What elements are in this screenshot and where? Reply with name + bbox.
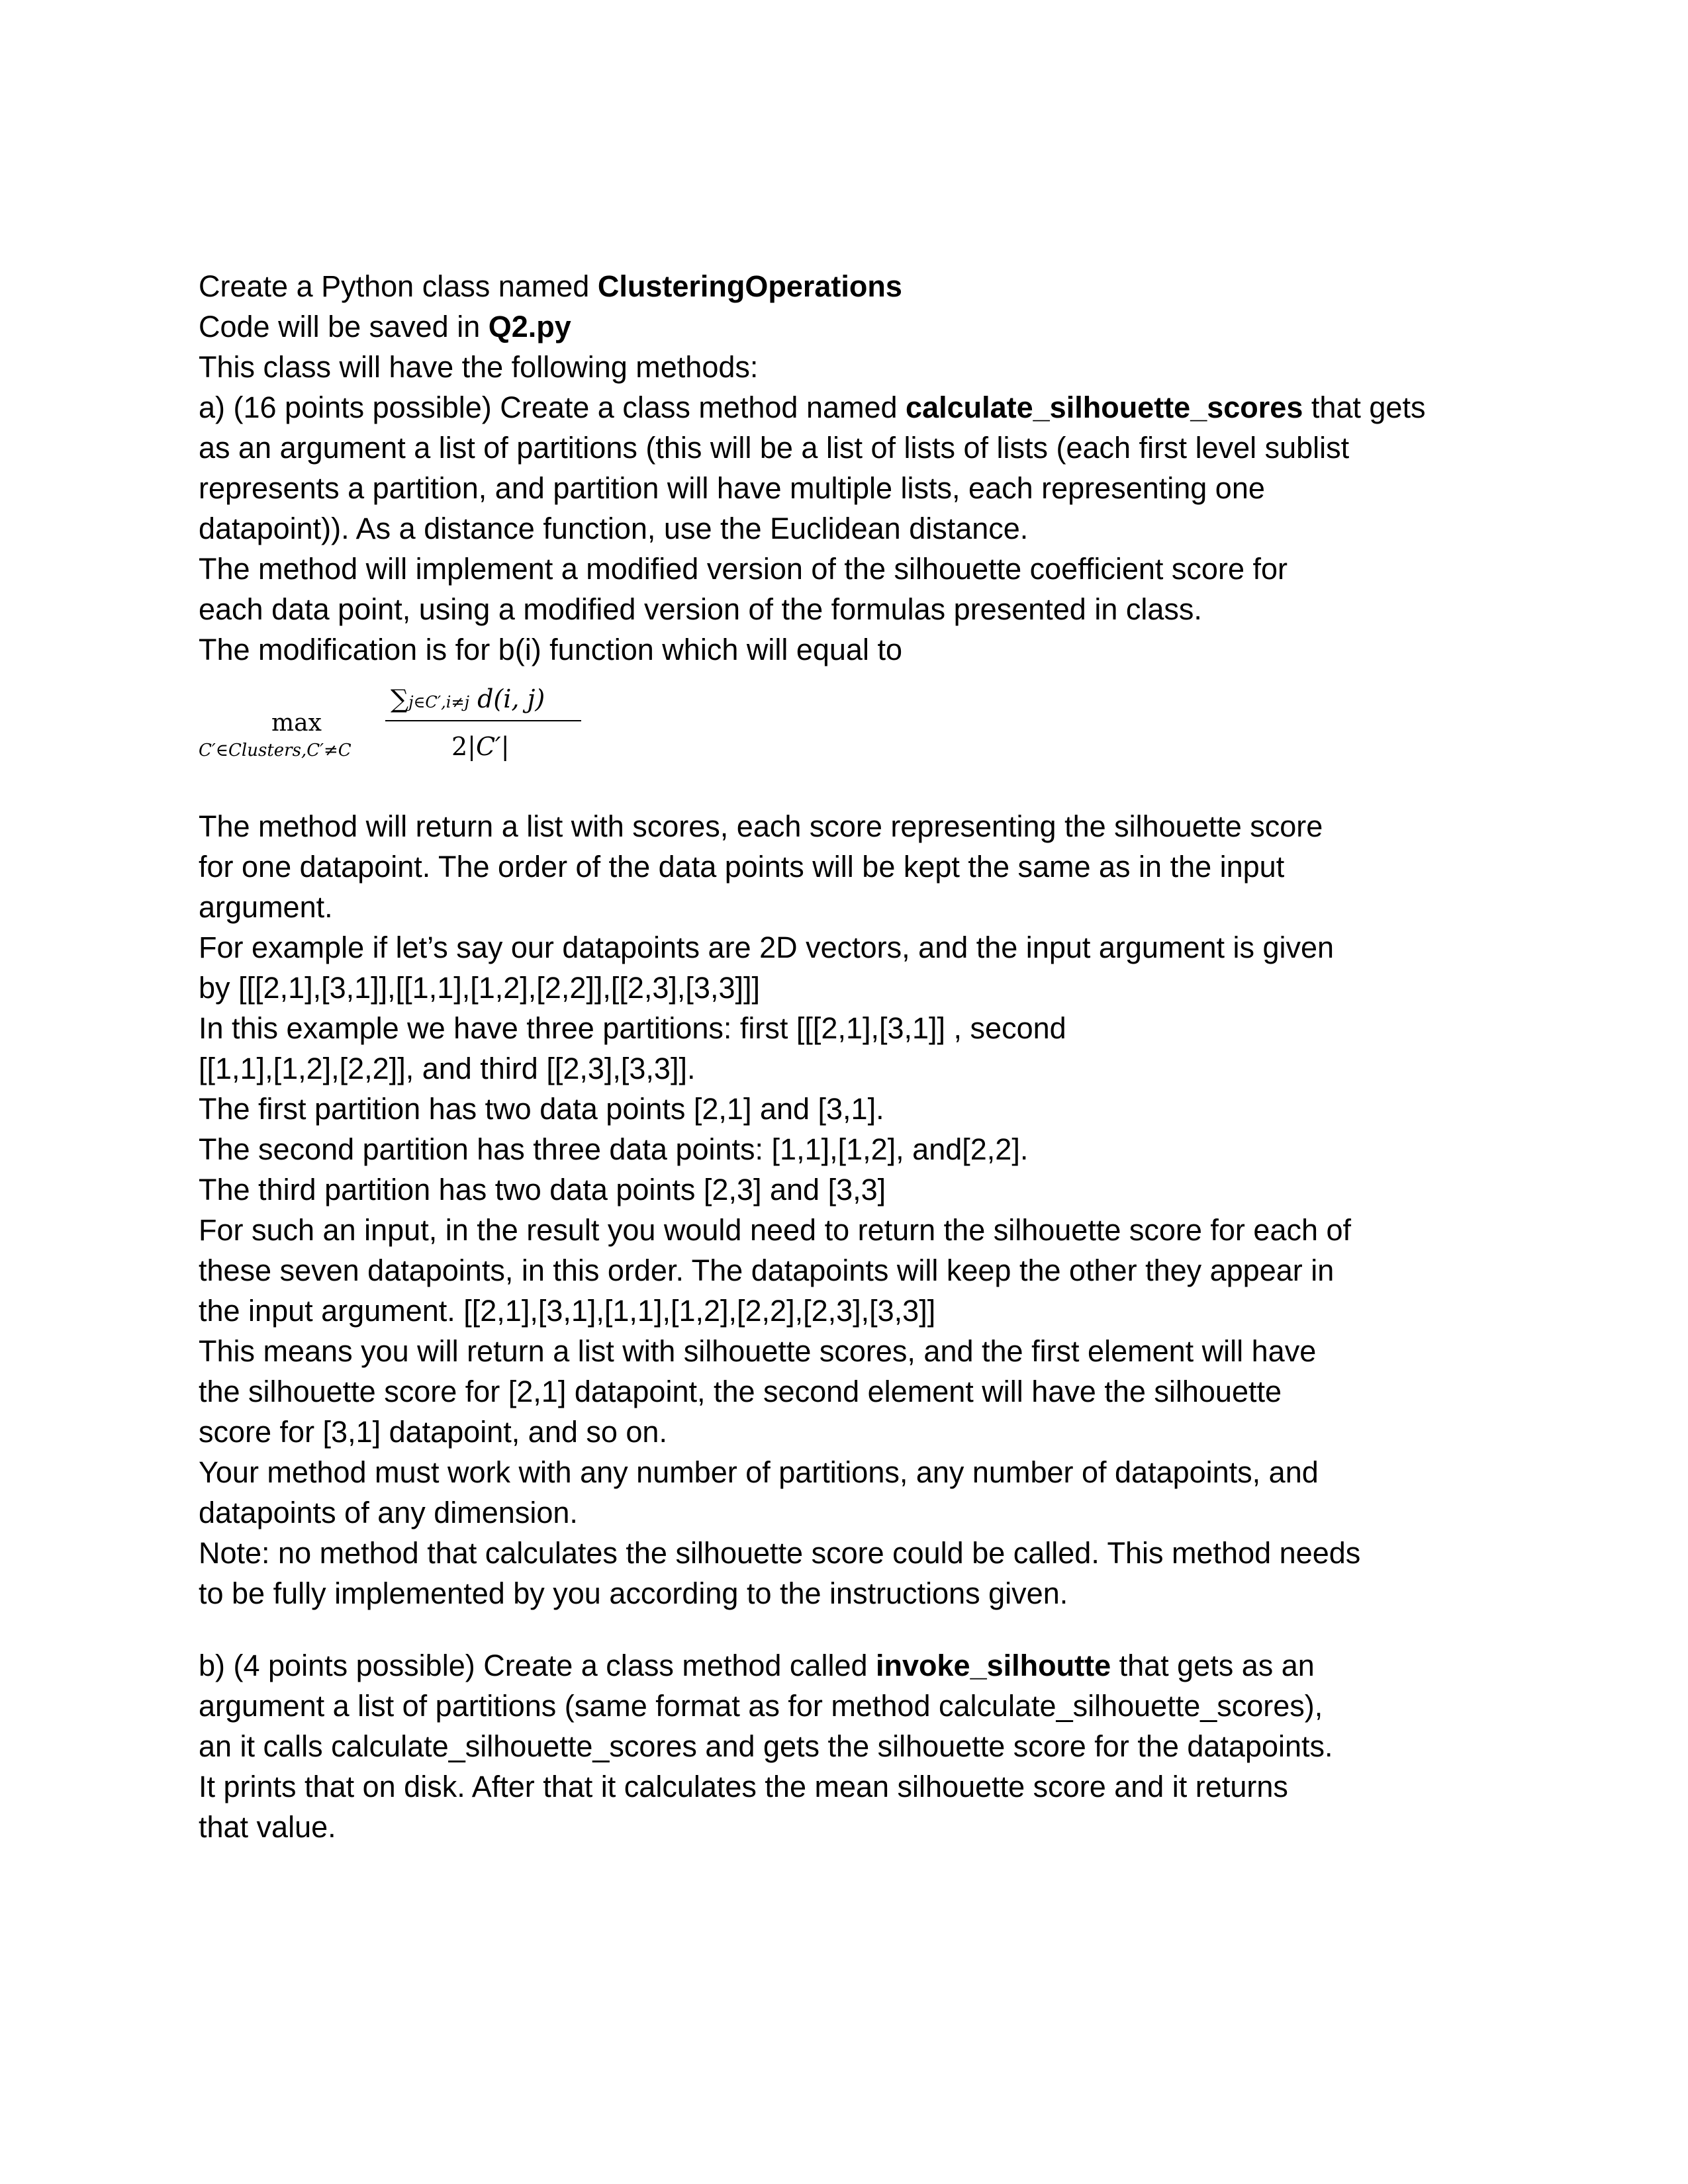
part-a-line-5: The method will implement a modified version of the silhouette coefficient score for <box>199 552 1288 586</box>
formula-numerator <box>391 679 545 723</box>
part-a-body-line-14: This means you will return a list with silhouette scores, and the first element will have <box>199 1334 1317 1368</box>
part-a-body-line-2: for one datapoint. The order of the data points will be kept the same as in the input <box>199 850 1285 884</box>
part-a-body-line-11: For such an input, in the result you would need to return the silhouette score for each of <box>199 1213 1352 1247</box>
file-name: Q2.py <box>488 310 571 343</box>
part-a-body-line-20: to be fully implemented by you according to the instructions given. <box>199 1576 1068 1610</box>
formula-den-close: | <box>500 732 510 761</box>
part-a-body-line-19: Note: no method that calculates the silhouette score could be called. This method needs <box>199 1536 1361 1570</box>
formula-sum-index: j∈C′,i≠j <box>408 693 470 711</box>
formula-den-var: C′ <box>475 732 501 761</box>
formula-denominator <box>451 727 510 767</box>
part-b-line-1 <box>199 1645 1496 1686</box>
part-a-heading-tail: that gets <box>1303 390 1426 424</box>
part-a-line-7: The modification is for b(i) function which will equal to <box>199 633 902 666</box>
part-a-line-2: as an argument a list of partitions (this will be a list of lists of lists (each first level sublist <box>199 431 1350 465</box>
part-a-line-3: represents a partition, and partition will have multiple lists, each representing one <box>199 471 1265 505</box>
part-a-body-line-16: score for [3,1] datapoint, and so on. <box>199 1415 667 1449</box>
part-a-body-line-12: these seven datapoints, in this order. The datapoints will keep the other they appear in <box>199 1253 1335 1287</box>
formula-sum-symbol: ∑ <box>391 684 409 713</box>
intro-line-3: This class will have the following methods: <box>199 350 759 384</box>
paragraph-gap <box>199 1614 1496 1645</box>
part-a-body-line-8: The first partition has two data points [2,1] and [3,1]. <box>199 1092 884 1126</box>
intro-text: Create a Python class named <box>199 269 598 303</box>
intro-line-1 <box>199 266 1496 306</box>
part-a-line-6: each data point, using a modified version of the formulas presented in class. <box>199 592 1202 626</box>
part-a-body-line-4: For example if let’s say our datapoints are 2D vectors, and the input argument is given <box>199 931 1335 964</box>
b-function-formula <box>199 678 1496 793</box>
formula-subscript: C′∈Clusters,C′≠C <box>199 741 352 760</box>
document-page <box>199 266 1496 1847</box>
formula-max: max <box>271 709 322 737</box>
part-a-body-line-15: the silhouette score for [2,1] datapoint, the second element will have the silhouette <box>199 1375 1282 1408</box>
part-a-body-line-6: In this example we have three partitions: first [[[2,1],[3,1]] , second <box>199 1011 1066 1045</box>
method-name-a: calculate_silhouette_scores <box>906 390 1303 424</box>
part-a-body-line-9: The second partition has three data points: [1,1],[1,2], and[2,2]. <box>199 1132 1029 1166</box>
part-b-line-2: argument a list of partitions (same format as for method calculate_silhouette_scores), <box>199 1689 1323 1723</box>
formula-distance: d(i, j) <box>477 684 545 713</box>
part-a-body-line-13: the input argument. [[2,1],[3,1],[1,1],[1,2],[2,2],[2,3],[3,3]] <box>199 1294 936 1328</box>
formula-fraction-bar <box>385 720 581 721</box>
part-a-heading-text: a) (16 points possible) Create a class method named <box>199 390 906 424</box>
part-a-body-line-7: [[1,1],[1,2],[2,2]], and third [[2,3],[3,3]]. <box>199 1052 696 1085</box>
part-b-heading-tail: that gets as an <box>1111 1649 1315 1682</box>
part-a-body-line-3: argument. <box>199 890 333 924</box>
part-b-line-4: It prints that on disk. After that it calculates the mean silhouette score and it returns <box>199 1770 1288 1803</box>
part-a-line-4: datapoint)). As a distance function, use the Euclidean distance. <box>199 512 1029 545</box>
part-a-body-line-18: datapoints of any dimension. <box>199 1496 578 1529</box>
part-b-line-3: an it calls calculate_silhouette_scores and gets the silhouette score for the datapoints. <box>199 1729 1333 1763</box>
formula-den-coef: 2| <box>451 732 476 761</box>
part-a-body-line-1: The method will return a list with scores, each score representing the silhouette score <box>199 809 1323 843</box>
part-a-body-line-10: The third partition has two data points [2,3] and [3,3] <box>199 1173 886 1206</box>
class-name: ClusteringOperations <box>597 269 902 303</box>
part-b-line-5: that value. <box>199 1810 336 1844</box>
method-name-b: invoke_silhoutte <box>876 1649 1111 1682</box>
part-a-body-line-5: by [[[2,1],[3,1]],[[1,1],[1,2],[2,2]],[[2,3],[3,3]]] <box>199 971 760 1005</box>
part-a-line-1 <box>199 387 1496 428</box>
intro-file-text: Code will be saved in <box>199 310 489 343</box>
part-b-heading-text: b) (4 points possible) Create a class method called <box>199 1649 876 1682</box>
part-a-body-line-17: Your method must work with any number of partitions, any number of datapoints, and <box>199 1455 1319 1489</box>
intro-line-2 <box>199 306 1496 347</box>
